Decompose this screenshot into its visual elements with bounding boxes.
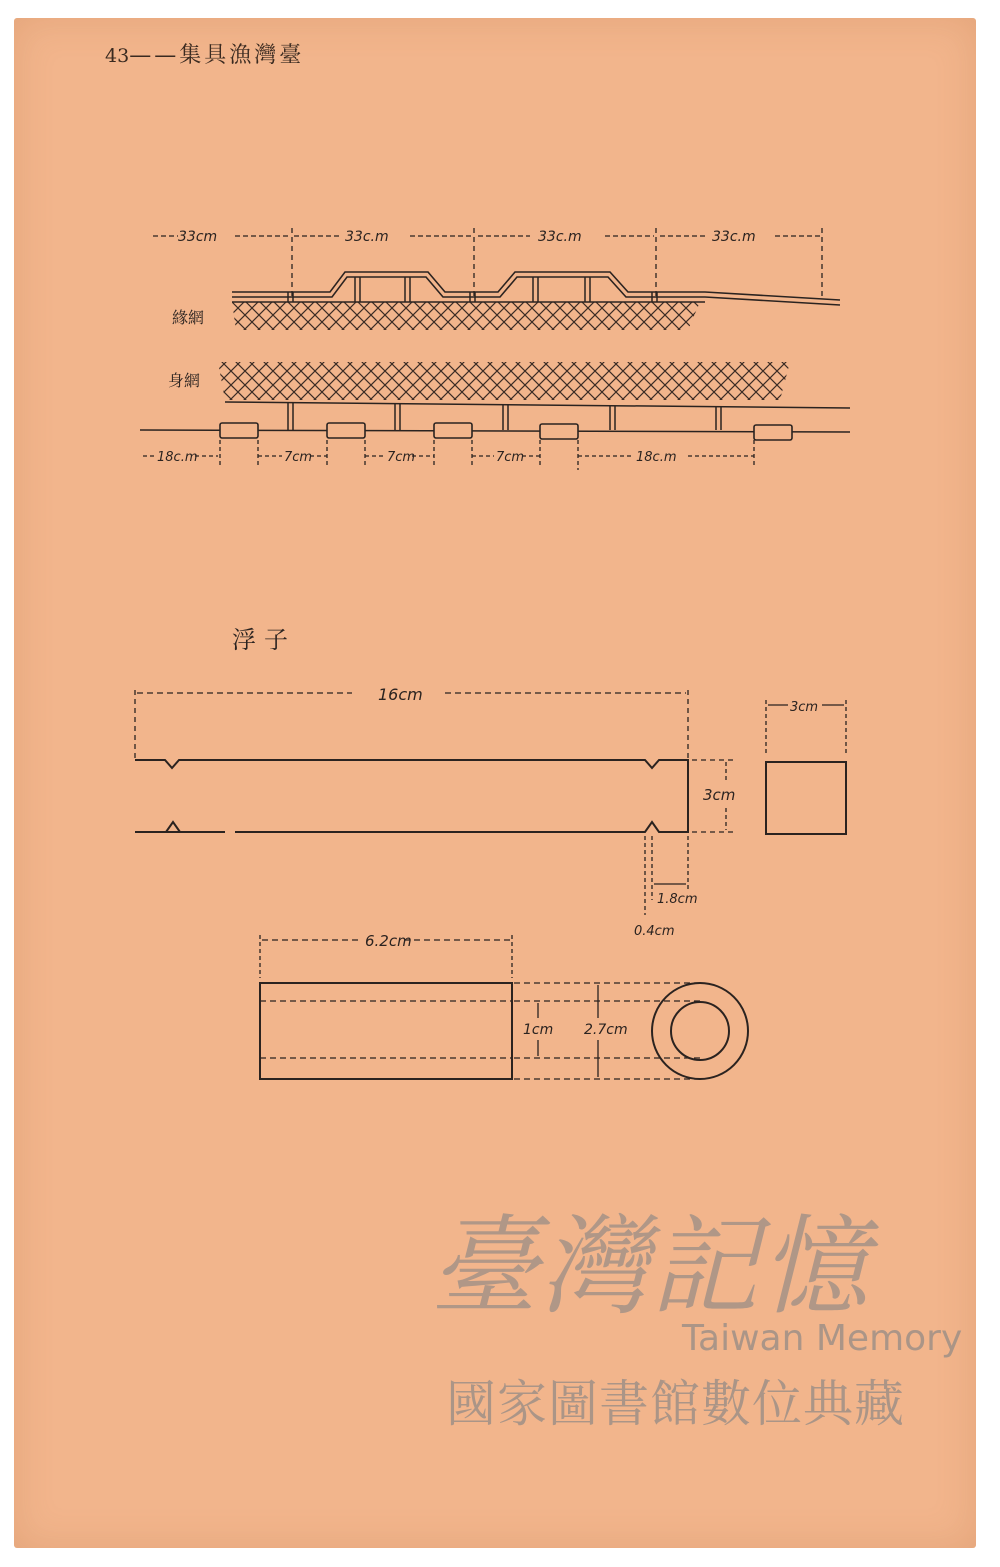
float-height-label: 3cm — [703, 786, 736, 804]
float-length-label: 16cm — [378, 685, 423, 704]
bottom-spacing-1: 18c.m — [157, 450, 198, 465]
edge-net-label: 緣網 — [172, 308, 205, 327]
page-number: 43 — [105, 45, 130, 67]
outer-diameter-label: 2.7cm — [584, 1022, 628, 1038]
top-spacing-3: 33c.m — [538, 229, 582, 245]
top-spacing-1: 33cm — [178, 229, 218, 245]
cylinder-length-label: 6.2cm — [365, 932, 412, 950]
watermark-english: Taiwan Memory — [682, 1318, 963, 1359]
bottom-spacing-5: 18c.m — [636, 450, 677, 465]
float-title: 浮子 — [232, 626, 296, 654]
body-net — [140, 362, 850, 440]
watermark-library: 國家圖書館數位典藏 — [446, 1375, 905, 1433]
bottom-spacing-3: 7cm — [387, 450, 416, 465]
header-dash: —— — [129, 43, 180, 68]
notch-depth-label: 0.4cm — [634, 924, 675, 939]
inner-diameter-label: 1cm — [523, 1022, 554, 1038]
top-spacing-2: 33c.m — [345, 229, 389, 245]
long-float-side-view — [135, 690, 735, 915]
float-width-label: 3cm — [790, 700, 819, 715]
bottom-spacing-4: 7cm — [496, 450, 525, 465]
top-spacing-4: 33c.m — [712, 229, 756, 245]
cylinder-float — [260, 935, 748, 1079]
watermark-cjk: 臺灣記憶 — [430, 1205, 871, 1330]
body-net-label: 身網 — [168, 371, 201, 390]
float-end-view — [766, 700, 846, 834]
notch-offset-label: 1.8cm — [657, 892, 698, 907]
page-title: 集具漁灣臺 — [179, 43, 305, 68]
bottom-spacing-2: 7cm — [284, 450, 313, 465]
edge-net — [232, 272, 840, 330]
